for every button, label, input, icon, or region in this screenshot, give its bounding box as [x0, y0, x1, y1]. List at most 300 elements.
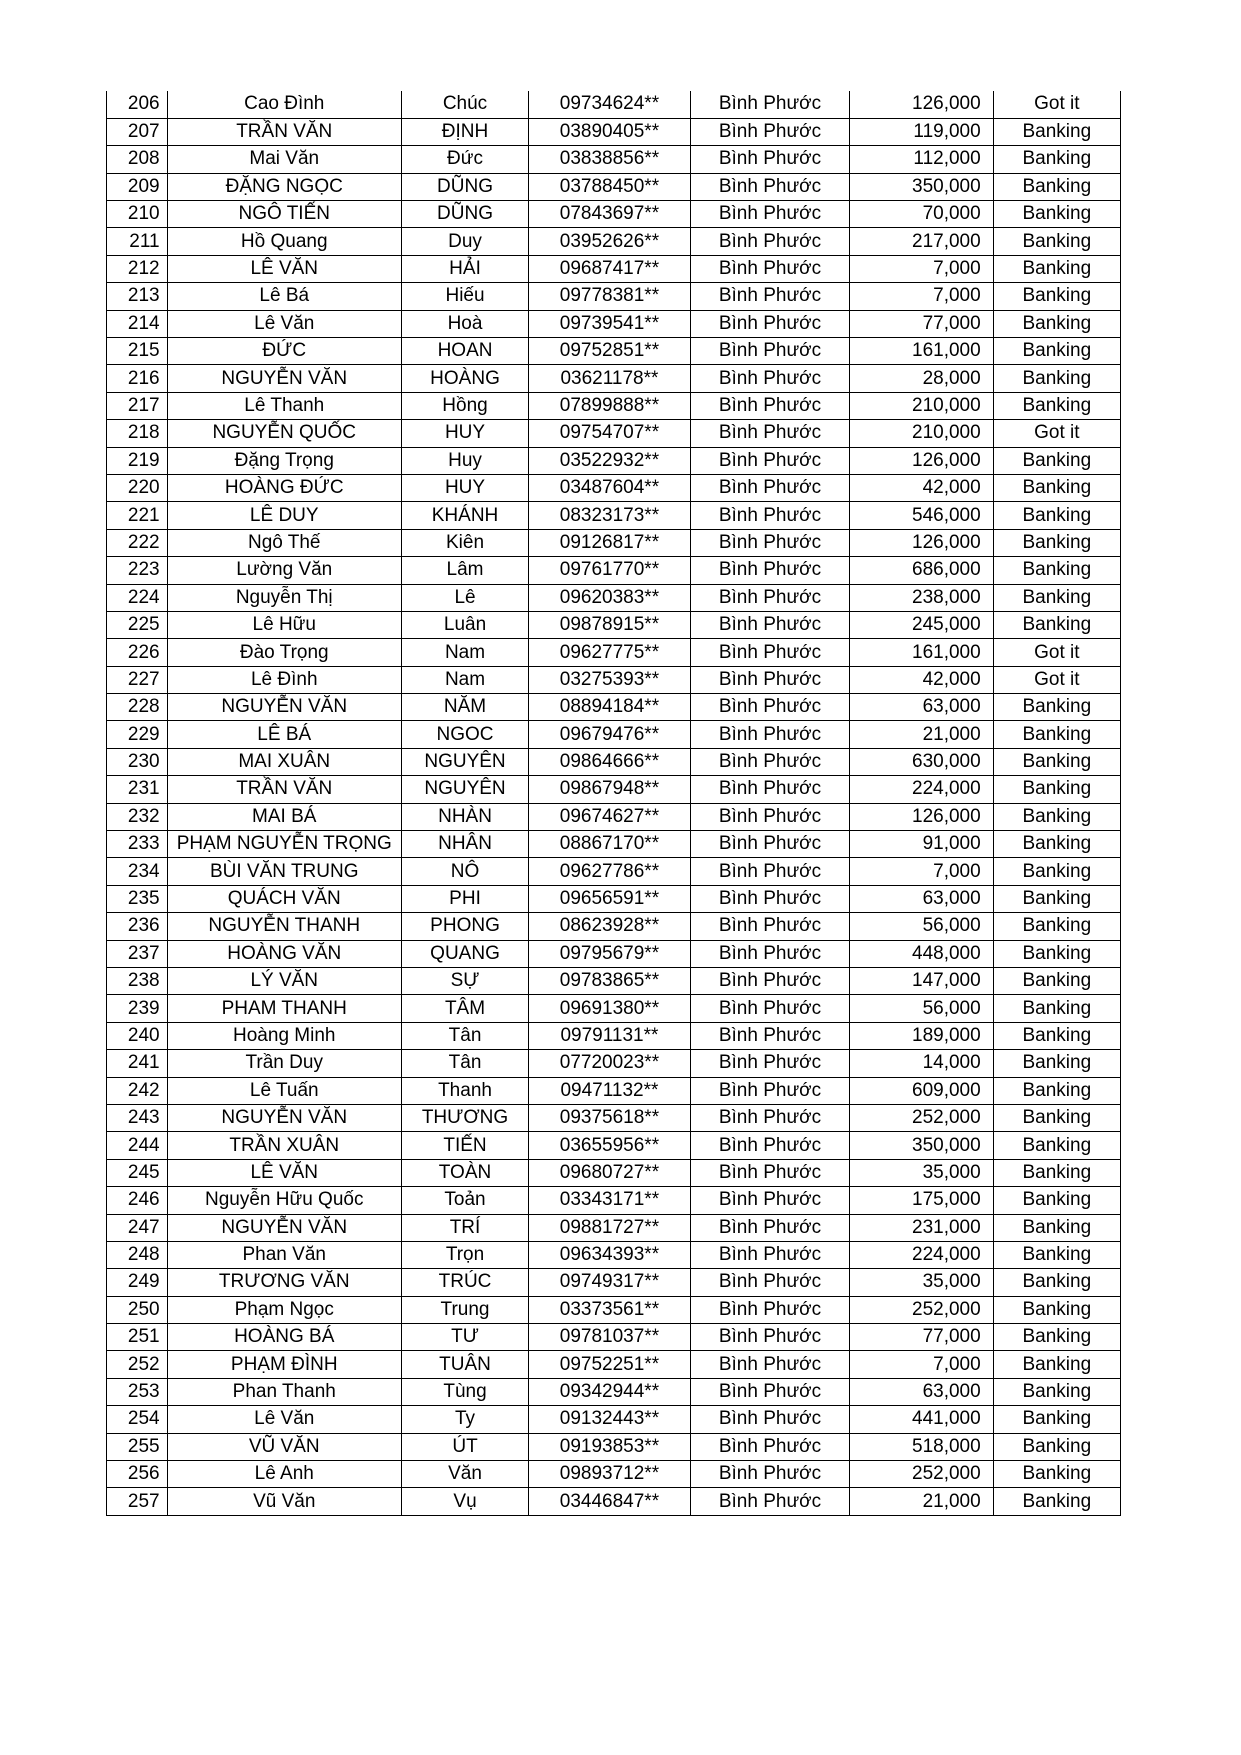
payment-method-cell: Got it: [993, 91, 1120, 118]
row-number-cell: 218: [107, 420, 168, 447]
row-number-cell: 235: [107, 885, 168, 912]
phone-number-cell: 09342944**: [529, 1378, 691, 1405]
amount-cell: 189,000: [850, 1022, 993, 1049]
row-number-cell: 237: [107, 940, 168, 967]
amount-cell: 7,000: [850, 858, 993, 885]
phone-number-cell: 09674627**: [529, 803, 691, 830]
table-row: [107, 255, 1121, 282]
payment-method-cell: Banking: [993, 1488, 1120, 1515]
province-cell: Bình Phước: [690, 694, 850, 721]
first-name-cell: TRÚC: [401, 1269, 528, 1296]
phone-number-cell: 09656591**: [529, 885, 691, 912]
table-row: [107, 1488, 1121, 1515]
payment-method-cell: Banking: [993, 721, 1120, 748]
table-row: [107, 858, 1121, 885]
province-cell: Bình Phước: [690, 968, 850, 995]
phone-number-cell: 03838856**: [529, 146, 691, 173]
first-name-cell: Vụ: [401, 1488, 528, 1515]
first-name-cell: Tùng: [401, 1378, 528, 1405]
payment-method-cell: Banking: [993, 1132, 1120, 1159]
table-row: [107, 283, 1121, 310]
payment-method-cell: Got it: [993, 639, 1120, 666]
phone-number-cell: 09878915**: [529, 611, 691, 638]
amount-cell: 518,000: [850, 1433, 993, 1460]
amount-cell: 245,000: [850, 611, 993, 638]
last-middle-name-cell: Phạm Ngọc: [167, 1296, 401, 1323]
phone-number-cell: 09680727**: [529, 1159, 691, 1186]
table-row: [107, 1050, 1121, 1077]
table-row: [107, 721, 1121, 748]
first-name-cell: Chúc: [401, 91, 528, 118]
row-number-cell: 245: [107, 1159, 168, 1186]
first-name-cell: TÂM: [401, 995, 528, 1022]
amount-cell: 42,000: [850, 474, 993, 501]
last-middle-name-cell: Phan Thanh: [167, 1378, 401, 1405]
phone-number-cell: 03890405**: [529, 118, 691, 145]
row-number-cell: 256: [107, 1461, 168, 1488]
table-row: [107, 365, 1121, 392]
amount-cell: 350,000: [850, 173, 993, 200]
row-number-cell: 206: [107, 91, 168, 118]
row-number-cell: 229: [107, 721, 168, 748]
first-name-cell: THƯƠNG: [401, 1104, 528, 1131]
last-middle-name-cell: TRẦN XUÂN: [167, 1132, 401, 1159]
row-number-cell: 214: [107, 310, 168, 337]
amount-cell: 112,000: [850, 146, 993, 173]
province-cell: Bình Phước: [690, 1406, 850, 1433]
last-middle-name-cell: HOÀNG VĂN: [167, 940, 401, 967]
first-name-cell: Lâm: [401, 557, 528, 584]
province-cell: Bình Phước: [690, 611, 850, 638]
payment-method-cell: Banking: [993, 803, 1120, 830]
row-number-cell: 238: [107, 968, 168, 995]
payment-method-cell: Banking: [993, 529, 1120, 556]
phone-number-cell: 03655956**: [529, 1132, 691, 1159]
province-cell: Bình Phước: [690, 776, 850, 803]
phone-number-cell: 09778381**: [529, 283, 691, 310]
payment-method-cell: Banking: [993, 858, 1120, 885]
first-name-cell: Trung: [401, 1296, 528, 1323]
last-middle-name-cell: ĐỨC: [167, 338, 401, 365]
province-cell: Bình Phước: [690, 502, 850, 529]
last-middle-name-cell: Lường Văn: [167, 557, 401, 584]
row-number-cell: 244: [107, 1132, 168, 1159]
table-row: [107, 611, 1121, 638]
table-row: [107, 1406, 1121, 1433]
last-middle-name-cell: ĐẶNG NGỌC: [167, 173, 401, 200]
table-row: [107, 1214, 1121, 1241]
phone-number-cell: 03446847**: [529, 1488, 691, 1515]
last-middle-name-cell: VŨ VĂN: [167, 1433, 401, 1460]
amount-cell: 252,000: [850, 1461, 993, 1488]
first-name-cell: Tân: [401, 1022, 528, 1049]
phone-number-cell: 07843697**: [529, 201, 691, 228]
first-name-cell: NGOC: [401, 721, 528, 748]
phone-number-cell: 09739541**: [529, 310, 691, 337]
last-middle-name-cell: Lê Anh: [167, 1461, 401, 1488]
first-name-cell: HOAN: [401, 338, 528, 365]
payment-method-cell: Banking: [993, 995, 1120, 1022]
last-middle-name-cell: Mai Văn: [167, 146, 401, 173]
payment-method-cell: Banking: [993, 1433, 1120, 1460]
payment-method-cell: Banking: [993, 1159, 1120, 1186]
row-number-cell: 215: [107, 338, 168, 365]
province-cell: Bình Phước: [690, 1378, 850, 1405]
phone-number-cell: 08894184**: [529, 694, 691, 721]
last-middle-name-cell: BÙI VĂN TRUNG: [167, 858, 401, 885]
last-middle-name-cell: Cao Đình: [167, 91, 401, 118]
first-name-cell: Thanh: [401, 1077, 528, 1104]
last-middle-name-cell: Nguyễn Thị: [167, 584, 401, 611]
province-cell: Bình Phước: [690, 913, 850, 940]
table-row: [107, 940, 1121, 967]
table-row: [107, 748, 1121, 775]
province-cell: Bình Phước: [690, 255, 850, 282]
table-row: [107, 995, 1121, 1022]
row-number-cell: 251: [107, 1324, 168, 1351]
phone-number-cell: 09627775**: [529, 639, 691, 666]
winners-table: [106, 91, 1121, 1516]
row-number-cell: 221: [107, 502, 168, 529]
table-row: [107, 1187, 1121, 1214]
row-number-cell: 228: [107, 694, 168, 721]
first-name-cell: Hiếu: [401, 283, 528, 310]
row-number-cell: 222: [107, 529, 168, 556]
table-row: [107, 913, 1121, 940]
row-number-cell: 254: [107, 1406, 168, 1433]
amount-cell: 21,000: [850, 1488, 993, 1515]
amount-cell: 119,000: [850, 118, 993, 145]
province-cell: Bình Phước: [690, 1351, 850, 1378]
row-number-cell: 211: [107, 228, 168, 255]
amount-cell: 217,000: [850, 228, 993, 255]
amount-cell: 7,000: [850, 283, 993, 310]
payment-method-cell: Got it: [993, 666, 1120, 693]
last-middle-name-cell: LÊ DUY: [167, 502, 401, 529]
first-name-cell: Lê: [401, 584, 528, 611]
phone-number-cell: 07720023**: [529, 1050, 691, 1077]
phone-number-cell: 09783865**: [529, 968, 691, 995]
row-number-cell: 213: [107, 283, 168, 310]
table-row: [107, 1132, 1121, 1159]
payment-method-cell: Banking: [993, 1187, 1120, 1214]
first-name-cell: Tân: [401, 1050, 528, 1077]
payment-method-cell: Banking: [993, 474, 1120, 501]
row-number-cell: 252: [107, 1351, 168, 1378]
table-row: [107, 1324, 1121, 1351]
payment-method-cell: Banking: [993, 1214, 1120, 1241]
province-cell: Bình Phước: [690, 91, 850, 118]
first-name-cell: Nam: [401, 666, 528, 693]
first-name-cell: SỰ: [401, 968, 528, 995]
phone-number-cell: 09471132**: [529, 1077, 691, 1104]
row-number-cell: 227: [107, 666, 168, 693]
last-middle-name-cell: Lê Văn: [167, 1406, 401, 1433]
amount-cell: 350,000: [850, 1132, 993, 1159]
row-number-cell: 240: [107, 1022, 168, 1049]
phone-number-cell: 03621178**: [529, 365, 691, 392]
payment-method-cell: Banking: [993, 1351, 1120, 1378]
first-name-cell: ĐỊNH: [401, 118, 528, 145]
phone-number-cell: 09691380**: [529, 995, 691, 1022]
province-cell: Bình Phước: [690, 831, 850, 858]
province-cell: Bình Phước: [690, 803, 850, 830]
payment-method-cell: Banking: [993, 557, 1120, 584]
table-row: [107, 338, 1121, 365]
phone-number-cell: 09132443**: [529, 1406, 691, 1433]
amount-cell: 210,000: [850, 420, 993, 447]
payment-method-cell: Banking: [993, 913, 1120, 940]
province-cell: Bình Phước: [690, 474, 850, 501]
last-middle-name-cell: Ngô Thế: [167, 529, 401, 556]
last-middle-name-cell: PHAM THANH: [167, 995, 401, 1022]
province-cell: Bình Phước: [690, 666, 850, 693]
province-cell: Bình Phước: [690, 995, 850, 1022]
province-cell: Bình Phước: [690, 201, 850, 228]
first-name-cell: TIẾN: [401, 1132, 528, 1159]
row-number-cell: 219: [107, 447, 168, 474]
last-middle-name-cell: LÊ BÁ: [167, 721, 401, 748]
row-number-cell: 223: [107, 557, 168, 584]
amount-cell: 630,000: [850, 748, 993, 775]
amount-cell: 546,000: [850, 502, 993, 529]
payment-method-cell: Banking: [993, 365, 1120, 392]
first-name-cell: NÔ: [401, 858, 528, 885]
phone-number-cell: 09126817**: [529, 529, 691, 556]
amount-cell: 21,000: [850, 721, 993, 748]
province-cell: Bình Phước: [690, 557, 850, 584]
table-row: [107, 885, 1121, 912]
row-number-cell: 220: [107, 474, 168, 501]
table-body: [107, 91, 1121, 1515]
amount-cell: 175,000: [850, 1187, 993, 1214]
first-name-cell: TƯ: [401, 1324, 528, 1351]
payment-method-cell: Banking: [993, 611, 1120, 638]
phone-number-cell: 09795679**: [529, 940, 691, 967]
table-row: [107, 639, 1121, 666]
payment-method-cell: Banking: [993, 1077, 1120, 1104]
last-middle-name-cell: NGÔ TIẾN: [167, 201, 401, 228]
phone-number-cell: 03373561**: [529, 1296, 691, 1323]
row-number-cell: 241: [107, 1050, 168, 1077]
first-name-cell: KHÁNH: [401, 502, 528, 529]
payment-method-cell: Banking: [993, 694, 1120, 721]
phone-number-cell: 09193853**: [529, 1433, 691, 1460]
province-cell: Bình Phước: [690, 1324, 850, 1351]
amount-cell: 7,000: [850, 255, 993, 282]
last-middle-name-cell: LÊ VĂN: [167, 1159, 401, 1186]
row-number-cell: 209: [107, 173, 168, 200]
province-cell: Bình Phước: [690, 1461, 850, 1488]
payment-method-cell: Banking: [993, 146, 1120, 173]
amount-cell: 126,000: [850, 91, 993, 118]
row-number-cell: 225: [107, 611, 168, 638]
payment-method-cell: Banking: [993, 338, 1120, 365]
row-number-cell: 226: [107, 639, 168, 666]
table-row: [107, 1022, 1121, 1049]
amount-cell: 28,000: [850, 365, 993, 392]
table-row: [107, 502, 1121, 529]
payment-method-cell: Banking: [993, 968, 1120, 995]
last-middle-name-cell: LÝ VĂN: [167, 968, 401, 995]
amount-cell: 210,000: [850, 392, 993, 419]
phone-number-cell: 09634393**: [529, 1241, 691, 1268]
table-row: [107, 1077, 1121, 1104]
phone-number-cell: 09687417**: [529, 255, 691, 282]
amount-cell: 77,000: [850, 1324, 993, 1351]
row-number-cell: 255: [107, 1433, 168, 1460]
first-name-cell: NGUYÊN: [401, 748, 528, 775]
table-row: [107, 529, 1121, 556]
province-cell: Bình Phước: [690, 748, 850, 775]
phone-number-cell: 09620383**: [529, 584, 691, 611]
last-middle-name-cell: MAI XUÂN: [167, 748, 401, 775]
payment-method-cell: Banking: [993, 1269, 1120, 1296]
last-middle-name-cell: Nguyễn Hữu Quốc: [167, 1187, 401, 1214]
province-cell: Bình Phước: [690, 529, 850, 556]
province-cell: Bình Phước: [690, 1050, 850, 1077]
phone-number-cell: 09761770**: [529, 557, 691, 584]
amount-cell: 161,000: [850, 338, 993, 365]
province-cell: Bình Phước: [690, 639, 850, 666]
amount-cell: 252,000: [850, 1104, 993, 1131]
first-name-cell: PHI: [401, 885, 528, 912]
last-middle-name-cell: Lê Bá: [167, 283, 401, 310]
province-cell: Bình Phước: [690, 1187, 850, 1214]
table-row: [107, 666, 1121, 693]
province-cell: Bình Phước: [690, 940, 850, 967]
last-middle-name-cell: LÊ VĂN: [167, 255, 401, 282]
payment-method-cell: Banking: [993, 228, 1120, 255]
phone-number-cell: 09893712**: [529, 1461, 691, 1488]
payment-method-cell: Banking: [993, 118, 1120, 145]
first-name-cell: Nam: [401, 639, 528, 666]
table-row: [107, 91, 1121, 118]
row-number-cell: 212: [107, 255, 168, 282]
last-middle-name-cell: MAI BÁ: [167, 803, 401, 830]
table-row: [107, 228, 1121, 255]
row-number-cell: 208: [107, 146, 168, 173]
first-name-cell: HẢI: [401, 255, 528, 282]
amount-cell: 70,000: [850, 201, 993, 228]
payment-method-cell: Banking: [993, 1104, 1120, 1131]
amount-cell: 441,000: [850, 1406, 993, 1433]
table-row: [107, 447, 1121, 474]
province-cell: Bình Phước: [690, 310, 850, 337]
table-row: [107, 173, 1121, 200]
phone-number-cell: 09752251**: [529, 1351, 691, 1378]
phone-number-cell: 09752851**: [529, 338, 691, 365]
table-row: [107, 584, 1121, 611]
row-number-cell: 232: [107, 803, 168, 830]
province-cell: Bình Phước: [690, 146, 850, 173]
amount-cell: 224,000: [850, 776, 993, 803]
amount-cell: 56,000: [850, 913, 993, 940]
province-cell: Bình Phước: [690, 1132, 850, 1159]
amount-cell: 126,000: [850, 803, 993, 830]
table-row: [107, 310, 1121, 337]
province-cell: Bình Phước: [690, 1269, 850, 1296]
last-middle-name-cell: Lê Tuấn: [167, 1077, 401, 1104]
province-cell: Bình Phước: [690, 1104, 850, 1131]
first-name-cell: Duy: [401, 228, 528, 255]
province-cell: Bình Phước: [690, 885, 850, 912]
payment-method-cell: Banking: [993, 1406, 1120, 1433]
province-cell: Bình Phước: [690, 858, 850, 885]
amount-cell: 448,000: [850, 940, 993, 967]
row-number-cell: 231: [107, 776, 168, 803]
last-middle-name-cell: TRẦN VĂN: [167, 776, 401, 803]
province-cell: Bình Phước: [690, 721, 850, 748]
table-row: [107, 694, 1121, 721]
amount-cell: 126,000: [850, 447, 993, 474]
row-number-cell: 250: [107, 1296, 168, 1323]
payment-method-cell: Banking: [993, 1022, 1120, 1049]
first-name-cell: NHÂN: [401, 831, 528, 858]
table-row: [107, 803, 1121, 830]
first-name-cell: PHONG: [401, 913, 528, 940]
payment-method-cell: Banking: [993, 584, 1120, 611]
table-row: [107, 118, 1121, 145]
last-middle-name-cell: Phan Văn: [167, 1241, 401, 1268]
amount-cell: 77,000: [850, 310, 993, 337]
phone-number-cell: 09867948**: [529, 776, 691, 803]
first-name-cell: QUANG: [401, 940, 528, 967]
first-name-cell: HUY: [401, 474, 528, 501]
province-cell: Bình Phước: [690, 392, 850, 419]
table-row: [107, 1104, 1121, 1131]
first-name-cell: NĂM: [401, 694, 528, 721]
row-number-cell: 257: [107, 1488, 168, 1515]
payment-method-cell: Banking: [993, 1050, 1120, 1077]
payment-method-cell: Banking: [993, 392, 1120, 419]
last-middle-name-cell: Đặng Trọng: [167, 447, 401, 474]
table-row: [107, 557, 1121, 584]
phone-number-cell: 03788450**: [529, 173, 691, 200]
phone-number-cell: 09375618**: [529, 1104, 691, 1131]
first-name-cell: Ty: [401, 1406, 528, 1433]
table-row: [107, 201, 1121, 228]
last-middle-name-cell: Lê Đình: [167, 666, 401, 693]
province-cell: Bình Phước: [690, 173, 850, 200]
table-row: [107, 1241, 1121, 1268]
payment-method-cell: Banking: [993, 201, 1120, 228]
first-name-cell: Luân: [401, 611, 528, 638]
payment-method-cell: Banking: [993, 1461, 1120, 1488]
province-cell: Bình Phước: [690, 1077, 850, 1104]
amount-cell: 42,000: [850, 666, 993, 693]
payment-method-cell: Banking: [993, 1296, 1120, 1323]
row-number-cell: 243: [107, 1104, 168, 1131]
last-middle-name-cell: HOÀNG ĐỨC: [167, 474, 401, 501]
row-number-cell: 230: [107, 748, 168, 775]
phone-number-cell: 09791131**: [529, 1022, 691, 1049]
payment-method-cell: Banking: [993, 283, 1120, 310]
phone-number-cell: 09864666**: [529, 748, 691, 775]
first-name-cell: HUY: [401, 420, 528, 447]
row-number-cell: 224: [107, 584, 168, 611]
province-cell: Bình Phước: [690, 283, 850, 310]
first-name-cell: ÚT: [401, 1433, 528, 1460]
province-cell: Bình Phước: [690, 1241, 850, 1268]
amount-cell: 609,000: [850, 1077, 993, 1104]
payment-method-cell: Banking: [993, 776, 1120, 803]
province-cell: Bình Phước: [690, 1214, 850, 1241]
table-row: [107, 831, 1121, 858]
last-middle-name-cell: Đào Trọng: [167, 639, 401, 666]
province-cell: Bình Phước: [690, 1296, 850, 1323]
payment-method-cell: Banking: [993, 1324, 1120, 1351]
